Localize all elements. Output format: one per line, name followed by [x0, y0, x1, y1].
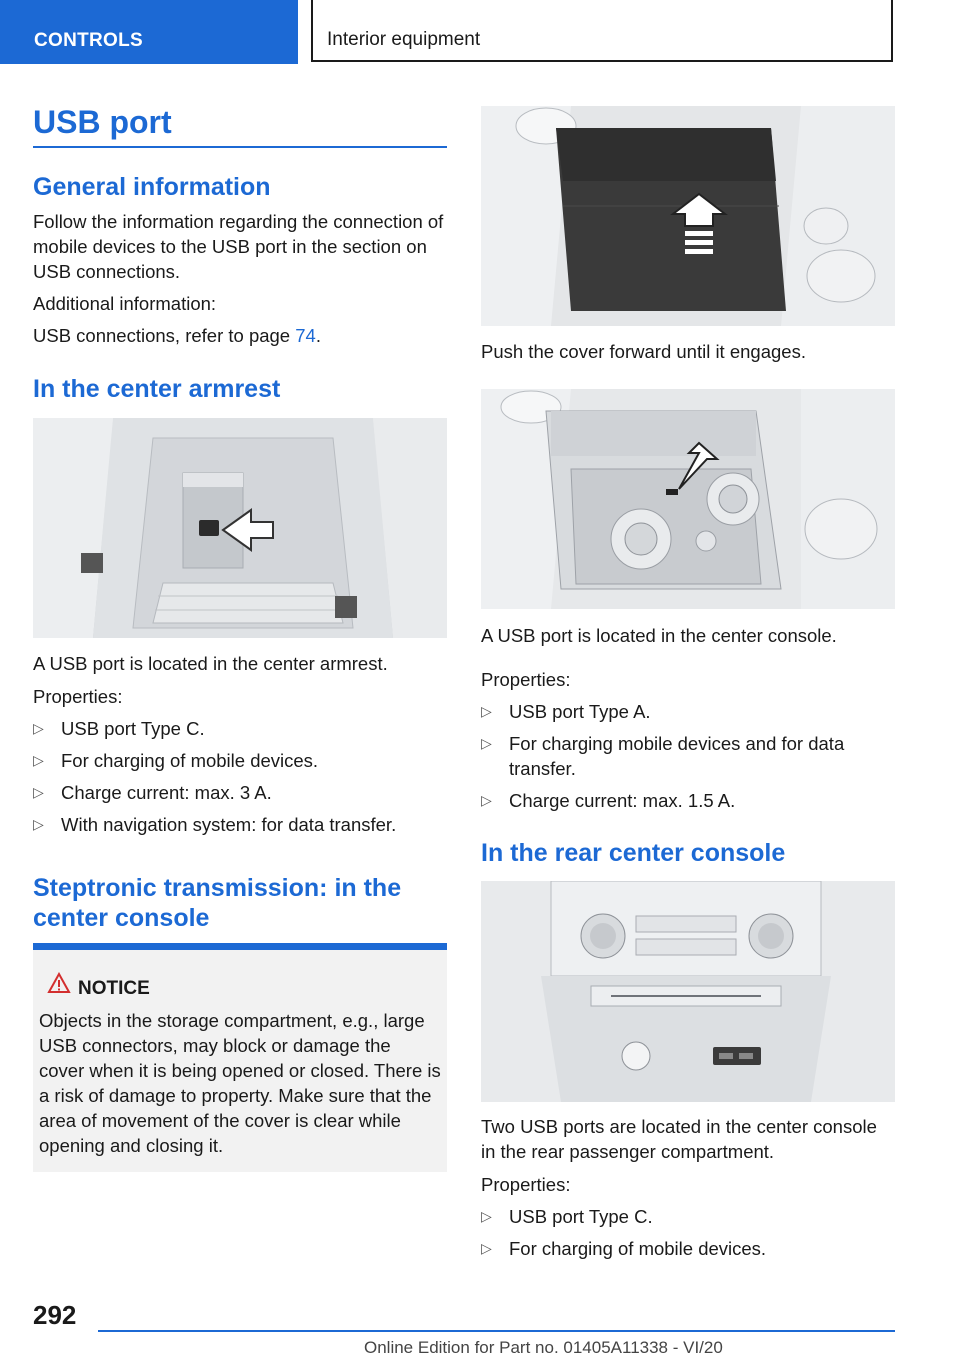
armrest-heading: In the center armrest: [33, 375, 281, 403]
chapter-tab: [311, 0, 893, 62]
edition-text: Online Edition for Part no. 01405A11338 - VI/20: [364, 1338, 723, 1357]
rear-caption: Two USB ports are located in the center console in the rear passenger compartment.: [481, 1116, 877, 1162]
bullet-triangle-icon: ▷: [481, 703, 492, 719]
bullet-triangle-icon: ▷: [481, 735, 492, 751]
armrest-photo: [33, 418, 447, 638]
console-caption: A USB port is located in the center console.: [481, 625, 837, 646]
rear-console-illustration: [481, 881, 895, 1102]
list-item: ▷ For charging mobile devices and for data transfer.: [481, 733, 845, 779]
cover-photo: [481, 106, 895, 326]
armrest-caption: A USB port is located in the center armrest.: [33, 653, 388, 674]
cover-illustration: [481, 106, 895, 326]
notice-title: NOTICE: [78, 978, 150, 999]
list-item: ▷ Charge current: max. 1.5 A.: [481, 790, 736, 811]
console-properties-label: Properties:: [481, 669, 571, 690]
bullet-triangle-icon: ▷: [481, 792, 492, 808]
bullet-triangle-icon: ▷: [481, 1208, 492, 1224]
general-text: Follow the information regarding the connection of mobile devices to the USB port in the section on USB connections.: [33, 211, 444, 282]
list-item: ▷ USB port Type C.: [481, 1206, 653, 1227]
console-properties-list: [481, 699, 895, 820]
steptronic-heading: Steptronic transmission: in the center console: [33, 874, 402, 932]
additional-label: Additional information:: [33, 293, 217, 314]
page-title: USB port: [33, 104, 172, 140]
bullet-triangle-icon: ▷: [481, 1240, 492, 1256]
list-item: ▷ Charge current: max. 3 A.: [33, 782, 272, 803]
list-item: ▷ With navigation system: for data transfer.: [33, 814, 397, 835]
rear-properties-label: Properties:: [481, 1174, 571, 1195]
armrest-properties-label: Properties:: [33, 686, 123, 707]
list-item: ▷ For charging of mobile devices.: [33, 750, 319, 771]
section-tab: [0, 0, 298, 64]
page-link[interactable]: 74: [295, 325, 316, 346]
chapter-label: Interior equipment: [327, 29, 481, 50]
page-reference: USB connections, refer to page 74.: [33, 325, 321, 346]
list-item: ▷ For charging of mobile devices.: [481, 1238, 767, 1259]
bullet-triangle-icon: ▷: [33, 752, 44, 768]
warning-icon: [47, 972, 71, 994]
general-heading: General information: [33, 173, 271, 201]
rear-properties-list: [481, 1204, 895, 1268]
bullet-triangle-icon: ▷: [33, 784, 44, 800]
notice-body: Objects in the storage compartment, e.g., large USB connectors, may block or damage the cover when it is being opened or closed. There is a risk of damage to property. Make sure that the area of movement of the cover is clear while opening and closing it.: [39, 1010, 441, 1156]
console-photo: [481, 389, 895, 609]
bullet-triangle-icon: ▷: [33, 816, 44, 832]
rear-console-photo: [481, 881, 895, 1102]
list-item: ▷ USB port Type C.: [33, 718, 205, 739]
armrest-illustration: [33, 418, 447, 638]
page-number: 292: [33, 1300, 77, 1330]
section-label: CONTROLS: [34, 30, 144, 51]
footer-rule: [98, 1330, 895, 1332]
title-rule: [33, 146, 447, 148]
notice-box: [33, 943, 447, 1172]
rear-heading: In the rear center console: [481, 839, 786, 867]
bullet-triangle-icon: ▷: [33, 720, 44, 736]
push-caption: Push the cover forward until it engages.: [481, 341, 806, 362]
armrest-properties-list: [33, 716, 447, 844]
list-item: ▷ USB port Type A.: [481, 701, 651, 722]
console-illustration: [481, 389, 895, 609]
